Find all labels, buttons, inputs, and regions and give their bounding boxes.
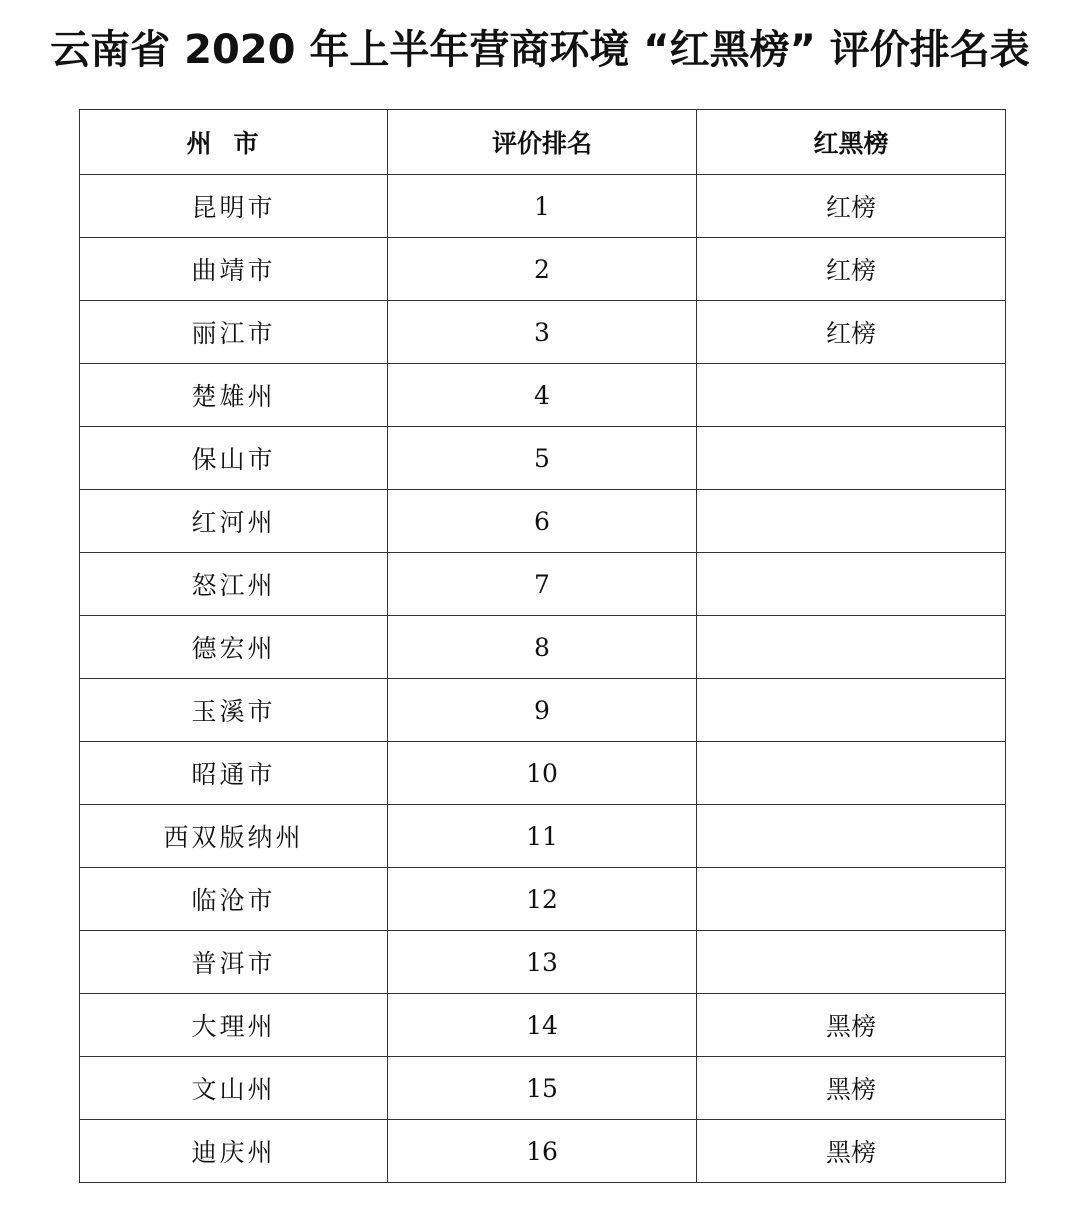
cell-list [697, 490, 1006, 553]
cell-list: 红榜 [697, 175, 1006, 238]
cell-city: 楚雄州 [80, 364, 388, 427]
table-row [80, 679, 1006, 742]
cell-rank: 6 [388, 490, 697, 553]
cell-rank: 1 [388, 175, 697, 238]
cell-list [697, 616, 1006, 679]
cell-rank: 3 [388, 301, 697, 364]
cell-list [697, 868, 1006, 931]
table-header-row [80, 110, 1006, 175]
column-header-rank: 评价排名 [388, 110, 697, 175]
cell-list: 黑榜 [697, 1120, 1006, 1183]
cell-rank: 8 [388, 616, 697, 679]
cell-city: 迪庆州 [80, 1120, 388, 1183]
cell-list: 黑榜 [697, 994, 1006, 1057]
column-header-city: 州市 [80, 110, 388, 175]
table-row [80, 553, 1006, 616]
table-row [80, 1120, 1006, 1183]
cell-city: 曲靖市 [80, 238, 388, 301]
cell-rank: 12 [388, 868, 697, 931]
cell-city: 昆明市 [80, 175, 388, 238]
cell-rank: 5 [388, 427, 697, 490]
cell-city: 文山州 [80, 1057, 388, 1120]
table-row [80, 805, 1006, 868]
table-row [80, 868, 1006, 931]
table-row [80, 490, 1006, 553]
cell-rank: 16 [388, 1120, 697, 1183]
table-row [80, 175, 1006, 238]
cell-rank: 9 [388, 679, 697, 742]
table-row [80, 427, 1006, 490]
cell-rank: 2 [388, 238, 697, 301]
cell-list [697, 553, 1006, 616]
cell-rank: 13 [388, 931, 697, 994]
cell-city: 西双版纳州 [80, 805, 388, 868]
cell-rank: 15 [388, 1057, 697, 1120]
cell-list [697, 427, 1006, 490]
ranking-table [79, 109, 1006, 1183]
document-title: 云南省 2020 年上半年营商环境 “红黑榜” 评价排名表 [50, 27, 1030, 73]
cell-rank: 10 [388, 742, 697, 805]
table-row [80, 364, 1006, 427]
table-row [80, 1057, 1006, 1120]
cell-city: 临沧市 [80, 868, 388, 931]
cell-list [697, 931, 1006, 994]
cell-city: 昭通市 [80, 742, 388, 805]
cell-city: 普洱市 [80, 931, 388, 994]
cell-city: 保山市 [80, 427, 388, 490]
cell-city: 丽江市 [80, 301, 388, 364]
cell-rank: 4 [388, 364, 697, 427]
cell-list: 红榜 [697, 238, 1006, 301]
cell-rank: 14 [388, 994, 697, 1057]
table-row [80, 742, 1006, 805]
cell-list [697, 805, 1006, 868]
cell-list: 黑榜 [697, 1057, 1006, 1120]
table-row [80, 994, 1006, 1057]
column-header-list: 红黑榜 [697, 110, 1006, 175]
cell-list [697, 364, 1006, 427]
cell-rank: 11 [388, 805, 697, 868]
cell-city: 红河州 [80, 490, 388, 553]
table-row [80, 238, 1006, 301]
table-row [80, 616, 1006, 679]
cell-rank: 7 [388, 553, 697, 616]
cell-city: 大理州 [80, 994, 388, 1057]
cell-list [697, 742, 1006, 805]
cell-city: 德宏州 [80, 616, 388, 679]
cell-list [697, 679, 1006, 742]
table-row [80, 301, 1006, 364]
cell-city: 怒江州 [80, 553, 388, 616]
table-row [80, 931, 1006, 994]
cell-list: 红榜 [697, 301, 1006, 364]
cell-city: 玉溪市 [80, 679, 388, 742]
